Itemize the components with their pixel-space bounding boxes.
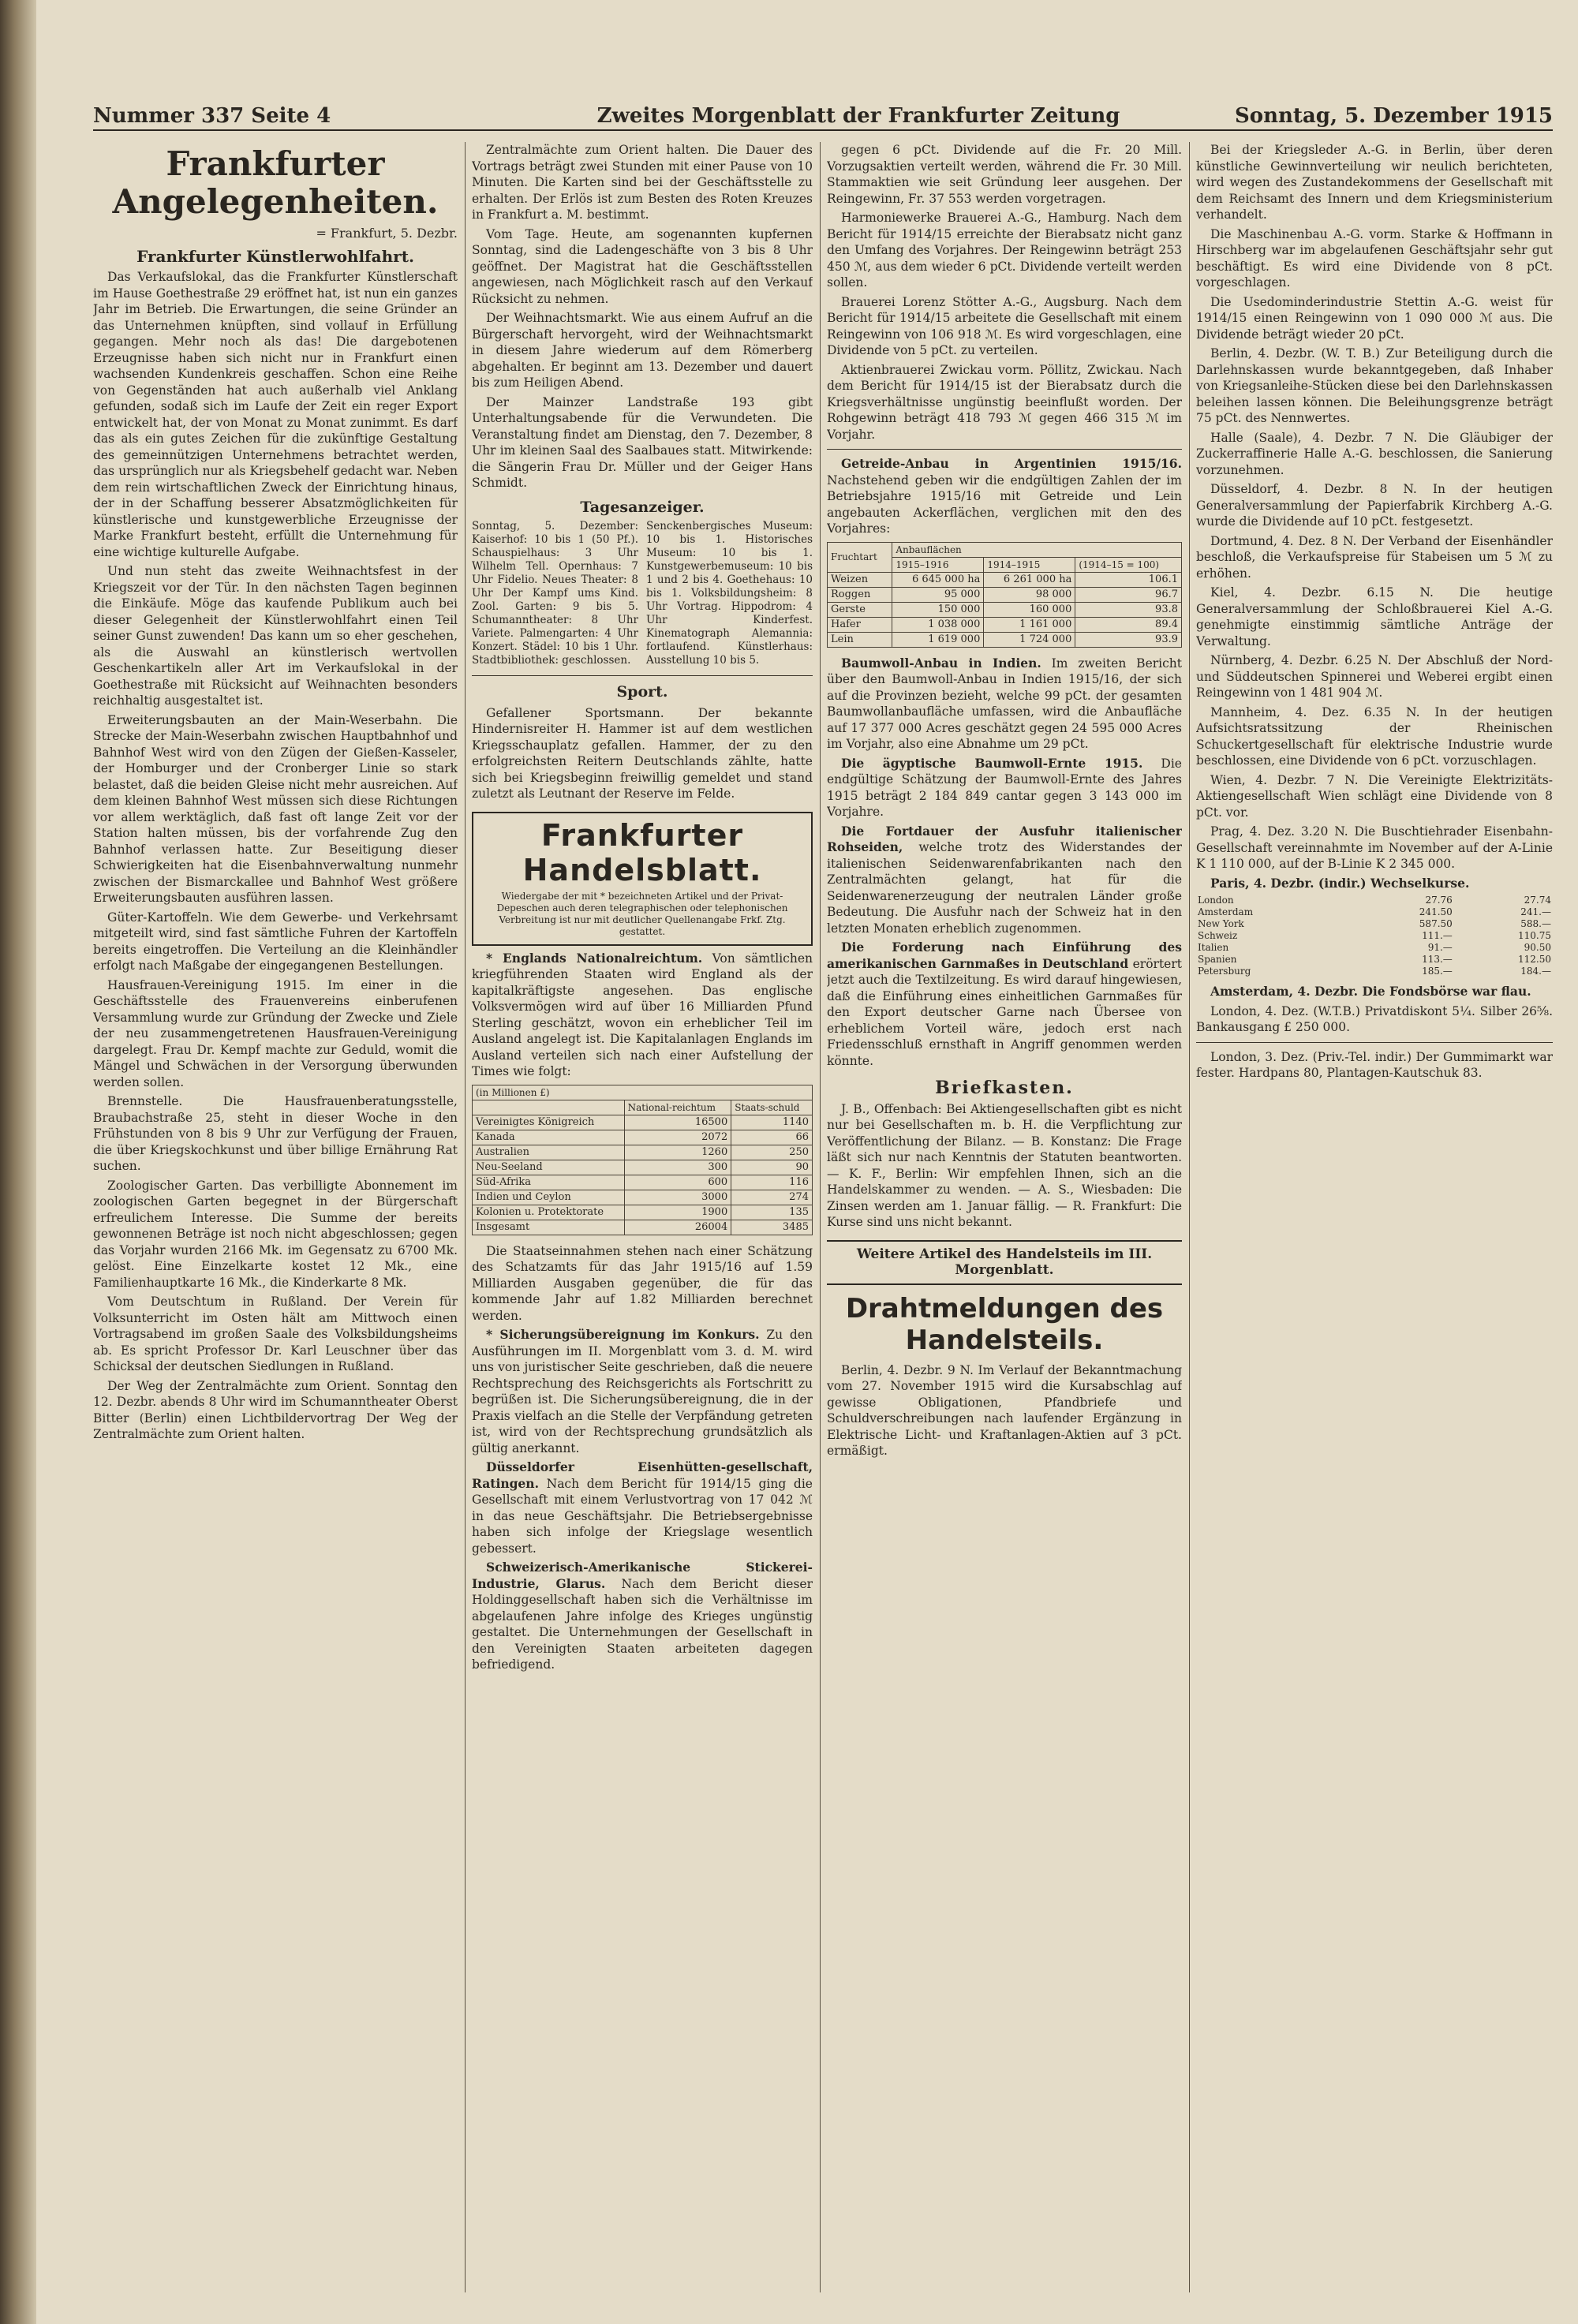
tagesanzeiger-right: Senckenbergisches Museum: 10 bis 1. Historisches Museum: 10 bis 1. Kunstgewerbemuseum: 10 bis 1 und 2 bis 4. Goethehaus: 10 bis 1. Volksbildungsheim: 8 Uhr Vortrag. Hippodrom: 4 Uhr Kinderfest. Kinematograph Alemannia: fortlaufend. Künstlerhaus: Ausstellung 10 bis 5.: [646, 520, 813, 667]
article-text: Nachstehend geben wir die endgültigen Zahlen der im Betriebsjahre 1915/16 mit Getreide und Lein angebauten Ackerflächen, verglichen mit den des Vorjahres:: [827, 473, 1182, 536]
table-row: [473, 1145, 813, 1160]
table-header: 1915–1916: [892, 557, 984, 572]
table-cell: Gerste: [828, 602, 892, 617]
table-cell: 150 000: [892, 602, 984, 617]
table-header: Fruchtart: [828, 542, 892, 572]
table-row: [828, 602, 1182, 617]
table-cell: 116: [731, 1175, 813, 1190]
article-text: Im zweiten Bericht über den Baumwoll-Anbau in Indien 1915/16, der sich auf die Provinzen bezieht, welche 99 pCt. der gesamten Baumwollanbaufläche umfassen, wird die Anbaufläche auf 17 377 000 Acres geschätzt gegen 24 595 000 Acres im Vorjahr, also eine Abnahme um 29 pCt.: [827, 656, 1182, 751]
table-row: [473, 1190, 813, 1205]
table-cell: 300: [624, 1160, 731, 1175]
table-row: [473, 1205, 813, 1220]
table-row: [828, 572, 1182, 587]
article-paragraph: Die Maschinenbau A.-G. vorm. Starke & Hoffmann in Hirschberg war im abgelaufenen Geschäftsjahr sehr gut beschäftigt. Es wird eine Dividende von 8 pCt. vorgeschlagen.: [1196, 226, 1553, 290]
article-heading: * Sicherungsübereignung im Konkurs.: [486, 1327, 760, 1342]
article-paragraph: Harmoniewerke Brauerei A.-G., Hamburg. Nach dem Bericht für 1914/15 erreichte der Bierabsatz nicht ganz den Umfang des Vorjahres. Der Reingewinn beträgt 253 450 ℳ, aus dem wieder 6 pCt. Dividende verteilt werden sollen.: [827, 211, 1182, 290]
table-cell: 588.—: [1520, 918, 1551, 929]
article-heading: Baumwoll-Anbau in Indien.: [841, 655, 1041, 671]
table-cell: Schweiz: [1198, 930, 1238, 941]
article-text: Zu den Ausführungen im II. Morgenblatt vom 3. d. M. wird uns von juristischer Seite geschrieben, daß die neuere Rechtsprechung des Reichsgerichts als Fortschritt zu begrüßen ist. Die Sicherungsübereignung, die in der Praxis vielfach an die Stelle der Verpfändung getreten ist, wird von der Rechtsprechung grundsätzlich als gültig anerkannt.: [472, 1328, 813, 1455]
article-heading: Die Fortdauer der Ausfuhr italienischer Rohseiden,: [827, 823, 1182, 854]
article-text: Die endgültige Schätzung der Baumwoll-Ernte des Jahres 1915 beträgt 2 184 849 cantar gegen 3 143 000 im Vorjahre.: [827, 756, 1182, 819]
table-cell: 110.75: [1518, 930, 1551, 941]
article-heading: Düsseldorfer Eisenhütten-gesellschaft, Ratingen.: [472, 1459, 813, 1491]
column-rule: [1189, 142, 1190, 2292]
article-paragraph: Mannheim, 4. Dez. 6.35 N. In der heutigen Aufsichtsratssitzung der Rheinischen Schuckertgesellschaft für elektrische Industrie wurde beschlossen, eine Dividende von 6 pCt. vorzuschlagen.: [1196, 704, 1553, 768]
reference-box: Weitere Artikel des Handelsteils im III. Morgenblatt.: [827, 1240, 1182, 1285]
table-cell: 587.50: [1419, 918, 1453, 929]
section-title: Frankfurter Angelegenheiten.: [112, 144, 439, 221]
table-cell: 3000: [624, 1190, 731, 1205]
article-paragraph: Der Weg der Zentralmächte zum Orient. Sonntag den 12. Dezbr. abends 8 Uhr wird im Schumanntheater Oberst Bitter (Berlin) einen Lichtbildervortrag Der Weg der Zentralmächte zum Orient halten.: [93, 1378, 458, 1441]
article-paragraph: Bei der Kriegsleder A.-G. in Berlin, über deren künstliche Gewinnverteilung wir neulich berichteten, wird wegen des Zustandekommens der Gesellschaft mit dem Reichsamt des Innern und dem Kriegsministerium verhandelt.: [1196, 143, 1553, 222]
table-header: 1914–1915: [984, 557, 1075, 572]
issue-number: Nummer 337 Seite 4: [93, 104, 331, 128]
column-rule: [465, 142, 466, 2292]
table-cell: 160 000: [984, 602, 1075, 617]
table-row: [473, 1160, 813, 1175]
table-row: [1196, 906, 1553, 918]
table-cell: 1 038 000: [892, 617, 984, 632]
table-cell: Lein: [828, 632, 892, 647]
article-paragraph: Prag, 4. Dez. 3.20 N. Die Buschtiehrader Eisenbahn-Gesellschaft vereinnahmte im November auf der A-Linie K 1 110 000, auf der B-Linie K 2 345 000.: [1196, 824, 1553, 871]
article-paragraph: Güter-Kartoffeln. Wie dem Gewerbe- und Verkehrsamt mitgeteilt wird, sind fast sämtliche Fuhren der Kartoffeln bereits eingetroffen. Die Verteilung an die Kleinhändler erfolgt nach Maßgabe der eingegangenen Bestellungen.: [93, 910, 458, 973]
article-paragraph: Die Usedominderindustrie Stettin A.-G. weist für 1914/15 einen Reingewinn von 1 090 000 ℳ aus. Die Dividende beträgt wieder 20 pCt.: [1196, 294, 1553, 342]
table-row: [828, 632, 1182, 647]
table-cell: Kolonien u. Protektorate: [473, 1205, 625, 1220]
article-paragraph: Der Mainzer Landstraße 193 gibt Unterhaltungsabende für die Verwundeten. Die Veranstaltung findet am Dienstag, den 7. Dezember, 8 Uhr im kleinen Saal des Saalbaues statt. Mitwirkende: die Sängerin Frau Dr. Müller und der Geiger Hans Schmidt.: [472, 394, 813, 490]
table-cell: 1 161 000: [984, 617, 1075, 632]
article-paragraph: Der Weihnachtsmarkt. Wie aus einem Aufruf an die Bürgerschaft hervorgeht, wird der Weihnachtsmarkt in diesem Jahre wiederum auf dem Römerberg abgehalten. Er beginnt am 13. Dezember und dauert bis zum Heiligen Abend.: [472, 311, 813, 390]
article-text: Nach dem Bericht dieser Holdinggesellschaft haben sich die Verhältnisse im abgelaufenen Jahre infolge des Krieges ungünstig gestaltet. Die Unternehmungen der Gesellschaft in den Vereinigten Staaten arbeiteten dagegen befriedigend.: [472, 1576, 813, 1672]
table-cell: 113.—: [1422, 954, 1453, 965]
tagesanzeiger: [472, 520, 813, 667]
article-heading: Die Forderung nach Einführung des amerikanischen Garnmaßes in Deutschland: [827, 940, 1182, 971]
tagesanzeiger-left: Sonntag, 5. Dezember: Kaiserhof: 10 bis 1 (50 Pf.). Schauspielhaus: 3 Uhr Wilhelm Tell. Opernhaus: 7 Uhr Fidelio. Neues Theater: 8 Uhr Der Kampf ums Kind. Zool. Garten: 9 bis 5. Schumanntheater: 8 Uhr Variete. Palmengarten: 4 Uhr Konzert. Städel: 10 bis 1 Uhr. Stadtbibliothek: geschlossen.: [472, 520, 638, 667]
handelsblatt-banner: [472, 812, 813, 946]
exchange-heading: Paris, 4. Dezbr. (indir.) Wechselkurse.: [1210, 875, 1470, 891]
table-cell: 1140: [731, 1115, 813, 1130]
divider: [1196, 1042, 1553, 1043]
article-paragraph: Düsseldorf, 4. Dezbr. 8 N. In der heutigen Generalversammlung der Papierfabrik Kirchberg A.-G. wurde die Dividende auf 10 pCt. festgesetzt.: [1196, 482, 1553, 529]
article-paragraph: Zoologischer Garten. Das verbilligte Abonnement im zoologischen Garten begegnet in der Bürgerschaft erfreulichem Interesse. Die Summe der bereits gewonnenen Beträge ist noch nicht abgeschlossen; gegen das Vorjahr wurden 2166 Mk. im Gegensatz zu 6700 Mk. gelöst. Eine Einzelkarte kostet 12 Mk., eine Familienhauptkarte 16 Mk., die Kinderkarte 8 Mk.: [93, 1178, 458, 1290]
table-cell: 241.50: [1419, 906, 1453, 917]
article-paragraph: Brauerei Lorenz Stötter A.-G., Augsburg. Nach dem Bericht für 1914/15 arbeitete die Gesellschaft mit einem Reingewinn von 106 918 ℳ. Es wird vorgeschlagen, eine Dividende von 5 pCt. zu verteilen.: [827, 294, 1182, 357]
table-row: [1196, 930, 1553, 942]
article-paragraph: Aktienbrauerei Zwickau vorm. Pöllitz, Zwickau. Nach dem Bericht für 1914/15 ist der Bierabsatz durch die Kriegsverhältnisse ungünstig beeinflußt worden. Der Rohgewinn beträgt 418 793 ℳ gegen 466 315 ℳ im Vorjahr.: [827, 362, 1182, 442]
masthead: [93, 101, 1553, 131]
divider: [472, 675, 813, 676]
article-paragraph: Brennstelle. Die Hausfrauenberatungsstelle, Braubachstraße 25, steht in dieser Woche in den Frühstunden von 8 bis 9 Uhr zur Verfügung der Frauen, die über Kriegskochkunst und über billige Ernährung Rat suchen.: [93, 1094, 458, 1173]
article-paragraph: London, 4. Dez. (W.T.B.) Privatdiskont 5¼. Silber 26⅝. Bankausgang £ 250 000.: [1196, 1003, 1553, 1034]
briefkasten-heading: Briefkasten.: [935, 1078, 1074, 1098]
table-cell: 96.7: [1075, 587, 1182, 602]
article-text: Von sämtlichen kriegführenden Staaten wird England als der kapitalkräftigste angesehen. Das englische Volksvermögen wird auf über 16 Milliarden Pfund Sterling geschätzt, wovon ein erheblicher Teil im Ausland angelegt ist. Die Kapitalanlagen Englands im Ausland verteilen sich nach einer Aufstellung der Times wie folgt:: [472, 951, 813, 1078]
dateline: = Frankfurt, 5. Dezbr.: [316, 226, 458, 241]
article-paragraph: Die Staatseinnahmen stehen nach einer Schätzung des Schatzamts für das Jahr 1915/16 auf 1.59 Milliarden Ausgaben gegenüber, die für das kommende Jahr auf 1.82 Milliarden berechnet werden.: [472, 1243, 813, 1323]
table-cell: 111.—: [1422, 930, 1453, 941]
table-cell: Roggen: [828, 587, 892, 602]
article-paragraph: Und nun steht das zweite Weihnachtsfest in der Kriegszeit vor der Tür. In den nächsten Tagen beginnen die Einkäufe. Möge das kaufende Publikum auch bei dieser Gelegenheit der Künstlerwohlfahrt einen Teil seiner Gunst zuwenden! Das kann um so eher geschehen, als die Auswahl an künstlerisch wertvollen Geschenkartikeln aller Art im Verkaufslokal in der Goethestraße mit Rücksicht auf Weihnachten besonders reichhaltig ausgestaltet ist.: [93, 564, 458, 708]
wealth-table: [472, 1085, 813, 1235]
article-text: welche trotz des Widerstandes der italienischen Seidenwarenfabrikanten nach den Zentralmächten gelangt, hat für die Seidenwarenerzeugung der neutralen Länder große Bedeutung. Die Ausfuhr nach der Schweiz hat in den letzten Monaten erheblich zugenommen.: [827, 840, 1182, 936]
article-paragraph: London, 3. Dez. (Priv.-Tel. indir.) Der Gummimarkt war fester. Hardpans 80, Plantagen-Kautschuk 83.: [1196, 1049, 1553, 1080]
table-row: [1196, 942, 1553, 954]
table-cell: New York: [1198, 918, 1244, 929]
table-header: [473, 1100, 625, 1115]
paper-title: Zweites Morgenblatt der Frankfurter Zeitung: [596, 104, 1120, 128]
table-cell: 91.—: [1427, 942, 1453, 953]
table-cell: 3485: [731, 1220, 813, 1235]
table-header: (1914–15 = 100): [1075, 557, 1182, 572]
table-cell: Spanien: [1198, 954, 1237, 965]
table-cell: 185.—: [1422, 966, 1453, 977]
table-caption: (in Millionen £): [473, 1085, 813, 1100]
column-3: [827, 142, 1182, 2292]
grain-table: [827, 542, 1182, 648]
book-binding: [0, 0, 36, 2324]
table-header: National-reichtum: [624, 1100, 731, 1115]
table-cell: Insgesamt: [473, 1220, 625, 1235]
tagesanzeiger-heading: Tagesanzeiger.: [580, 498, 705, 516]
exchange-table: [1196, 895, 1553, 977]
table-cell: 1900: [624, 1205, 731, 1220]
table-row: [473, 1115, 813, 1130]
table-row: [1196, 918, 1553, 930]
sport-heading: Sport.: [616, 683, 668, 701]
table-cell: 95 000: [892, 587, 984, 602]
table-cell: 98 000: [984, 587, 1075, 602]
column-rule: [820, 142, 821, 2292]
article-heading: Getreide-Anbau in Argentinien 1915/16.: [841, 456, 1182, 471]
table-cell: Neu-Seeland: [473, 1160, 625, 1175]
table-cell: 90: [731, 1160, 813, 1175]
table-cell: 6 645 000 ha: [892, 572, 984, 587]
table-cell: 93.8: [1075, 602, 1182, 617]
table-cell: 27.76: [1425, 895, 1453, 906]
article-paragraph: Dortmund, 4. Dez. 8 N. Der Verband der Eisenhändler beschloß, die Verkaufspreise für Stabeisen um 5 ℳ zu erhöhen.: [1196, 533, 1553, 581]
article-paragraph: Halle (Saale), 4. Dezbr. 7 N. Die Gläubiger der Zuckerraffinerie Halle A.-G. beschlossen, die Sanierung vorzunehmen.: [1196, 430, 1553, 477]
handelsblatt-note: Wiedergabe der mit * bezeichneten Artikel und der Privat-Depeschen auch deren telegraphischen oder telephonischen Verbreitung ist nur mit deutlicher Quellenangabe Frkf. Ztg. gestattet.: [496, 890, 788, 937]
table-total-row: [473, 1220, 813, 1235]
article-paragraph: Nürnberg, 4. Dezbr. 6.25 N. Der Abschluß der Nord- und Süddeutschen Spinnerei und Weberei ergibt einen Reingewinn von 1 481 904 ℳ.: [1196, 653, 1553, 700]
table-cell: 90.50: [1524, 942, 1551, 953]
article-heading: * Englands Nationalreichtum.: [486, 950, 703, 966]
table-cell: Hafer: [828, 617, 892, 632]
table-cell: 241.—: [1520, 906, 1551, 917]
table-cell: 89.4: [1075, 617, 1182, 632]
table-row: [1196, 966, 1553, 977]
table-cell: 2072: [624, 1130, 731, 1145]
table-cell: 1260: [624, 1145, 731, 1160]
table-cell: 66: [731, 1130, 813, 1145]
table-cell: 1 724 000: [984, 632, 1075, 647]
article-paragraph: Zentralmächte zum Orient halten. Die Dauer des Vortrags beträgt zwei Stunden mit einer Pause von 10 Minuten. Die Karten sind bei der Geschäftsstelle zu erhalten. Der Erlös ist zum Besten des Roten Kreuzes in Frankfurt a. M. bestimmt.: [472, 143, 813, 222]
table-cell: 27.74: [1524, 895, 1551, 906]
column-1: [93, 142, 458, 2292]
article-paragraph: Das Verkaufslokal, das die Frankfurter Künstlerschaft im Hause Goethestraße 29 eröffnet hat, ist nun ein ganzes Jahr im Betrieb. Die Erwartungen, die seine Gründer an das Unternehmen knüpften, sind vollauf in Erfüllung gegangen. Mehr noch als das! Die dargebotenen Erzeugnisse haben sich nicht nur in Frankfurt einen wachsenden Kundenkreis geschaffen. Schon eine Reihe von Gegenständen hat auch außerhalb viel Anklang gefunden, sodaß sich im Laufe der Zeit ein reger Export entwickelt hat, der von Monat zu Monat zunimmt. Es darf das als ein gutes Zeichen für die zukünftige Gestaltung des gemeinnützigen Unternehmens betrachtet werden, das ursprünglich nur als Kriegsbehelf gedacht war. Neben dem rein wirtschaftlichen Zweck der Einrichtung hinaus, der in der Schaffung besserer Absatzmöglichkeiten für künstlerische und kunstgewerbliche Erzeugnisse der Marke Frankfurt besteht, erfüllt die Unternehmung für eine wichtige kulturelle Aufgabe.: [93, 270, 458, 559]
table-cell: 6 261 000 ha: [984, 572, 1075, 587]
table-cell: Australien: [473, 1145, 625, 1160]
article-paragraph: Berlin, 4. Dezbr. 9 N. Im Verlauf der Bekanntmachung vom 27. November 1915 wird die Kursabschlag auf gewisse Obligationen, Pfandbriefe und Schuldverschreibungen nach laufender Ergänzung in Elektrische Licht- und Kraftanlagen-Aktien auf 3 pCt. ermäßigt.: [827, 1362, 1182, 1458]
draht-heading: Drahtmeldungen des Handelsteils.: [845, 1292, 1164, 1356]
table-cell: 106.1: [1075, 572, 1182, 587]
article-paragraph: Vom Deutschtum in Rußland. Der Verein für Volksunterricht im Osten hält am Mittwoch einen Vortragsabend im großen Saale des Volksbildungsheims ab. Es spricht Professor Dr. Karl Leuschner über das Schicksal der deutschen Siedlungen in Rußland.: [93, 1295, 458, 1373]
table-row: [1196, 954, 1553, 966]
handelsblatt-title: Frankfurter Handelsblatt.: [522, 817, 762, 887]
table-row: [828, 617, 1182, 632]
table-cell: Süd-Afrika: [473, 1175, 625, 1190]
table-cell: 135: [731, 1205, 813, 1220]
article-heading: Schweizerisch-Amerikanische Stickerei-Industrie, Glarus.: [472, 1560, 813, 1591]
article-paragraph: Hausfrauen-Vereinigung 1915. Im einer in die Geschäftsstelle des Frauenvereins einberufenen Versammlung wurde zur Gründung der Zwecke und Ziele der neu zusammengetretenen Hausfrauen-Vereinigung dargelegt. Frau Dr. Kempf machte zur Geduld, womit die Mängel und Schwächen in der Versorgung überwunden werden sollen.: [93, 977, 458, 1089]
article-paragraph: J. B., Offenbach: Bei Aktiengesellschaften gibt es nicht nur bei Gesellschaften m. b. H. die Verpflichtung zur Veröffentlichung der Bilanz. — B. Konstanz: Die Frage läßt sich nur nach Kenntnis der Statuten beantworten. — K. F., Berlin: Wir empfehlen Ihnen, sich an die Handelskammer zu wenden. — A. S., Wiesbaden: Die Zinsen werden am 1. Januar fällig. — R. Frankfurt: Die Kurse sind uns nicht bekannt.: [827, 1101, 1182, 1229]
table-cell: 93.9: [1075, 632, 1182, 647]
table-header: Anbauflächen: [892, 542, 1182, 557]
table-cell: Vereinigtes Königreich: [473, 1115, 625, 1130]
article-text: Nach dem Bericht für 1914/15 ging die Gesellschaft mit einem Verlustvortrag von 17 042 ℳ in das neue Geschäftsjahr. Die Betriebsergebnisse haben sich infolge der Kriegslage wesentlich gebessert.: [472, 1476, 813, 1556]
table-cell: Italien: [1198, 942, 1229, 953]
divider: [827, 449, 1182, 450]
table-cell: 184.—: [1520, 966, 1551, 977]
table-row: [828, 587, 1182, 602]
table-cell: 274: [731, 1190, 813, 1205]
exchange-heading: Amsterdam, 4. Dezbr. Die Fondsbörse war flau.: [1210, 984, 1531, 999]
table-cell: 16500: [624, 1115, 731, 1130]
table-cell: 600: [624, 1175, 731, 1190]
article-paragraph: Gefallener Sportsmann. Der bekannte Hindernisreiter H. Hammer ist auf dem westlichen Kriegsschauplatz gefallen. Hammer, der zu den erfolgreichsten Reitern Deutschlands zählte, hatte sich bei Kriegsbeginn freiwillig gemeldet und stand zuletzt als Leutnant der Reserve im Felde.: [472, 705, 813, 801]
table-cell: 1 619 000: [892, 632, 984, 647]
table-cell: London: [1198, 895, 1234, 906]
issue-date: Sonntag, 5. Dezember 1915: [1235, 104, 1553, 128]
article-paragraph: Erweiterungsbauten an der Main-Weserbahn. Die Strecke der Main-Weserbahn zwischen Hauptbahnhof und Bahnhof West wird von den Zügen der Gießen-Kasseler, der Homburger und der Cronberger Linie so stark belastet, daß die beiden Gleise nicht mehr ausreichen. Auf dem kleinen Bahnhof West müssen sich diese Richtungen vor allem werktäglich, daß fast oft lange Zeit vor der Station halten müssen, bis der vorfahrende Zug den Bahnhof verlassen hatte. Zur Beseitigung dieser Schwierigkeiten hat die Eisenbahnverwaltung nunmehr zwischen der Bismarckallee und Bahnhof West größere Erweiterungsbauten ausführen lassen.: [93, 712, 458, 905]
table-row: [473, 1130, 813, 1145]
table-row: [473, 1175, 813, 1190]
article-heading: Die ägyptische Baumwoll-Ernte 1915.: [841, 755, 1143, 771]
article-paragraph: Kiel, 4. Dezbr. 6.15 N. Die heutige Generalversammlung der Schloßbrauerei Kiel A.-G. genehmigte einstimmig sämtliche Anträge der Verwaltung.: [1196, 585, 1553, 648]
table-cell: Petersburg: [1198, 966, 1251, 977]
article-heading: Frankfurter Künstlerwohlfahrt.: [136, 246, 414, 266]
table-cell: Indien und Ceylon: [473, 1190, 625, 1205]
column-4: [1196, 142, 1553, 2292]
table-header: Staats-schuld: [731, 1100, 813, 1115]
table-cell: Kanada: [473, 1130, 625, 1145]
article-paragraph: Wien, 4. Dezbr. 7 N. Die Vereinigte Elektrizitäts-Aktiengesellschaft Wien schlägt eine Dividende von 8 pCt. vor.: [1196, 772, 1553, 820]
table-cell: 250: [731, 1145, 813, 1160]
table-cell: Weizen: [828, 572, 892, 587]
column-2: [472, 142, 813, 2292]
article-paragraph: Berlin, 4. Dezbr. (W. T. B.) Zur Beteiligung durch die Darlehnskassen wurde bekanntgegeben, daß Inhaber von Kriegsanleihe-Stücken diese bei den Darlehnskassen beleihen lassen können. Die Beleihungsgrenze beträgt 75 pCt. des Nennwertes.: [1196, 346, 1553, 425]
article-paragraph: gegen 6 pCt. Dividende auf die Fr. 20 Mill. Vorzugsaktien verteilt werden, während die Fr. 30 Mill. Stammaktien wie seit Gründung leer ausgehen. Der Reingewinn, Fr. 37 553 werden vorgetragen.: [827, 143, 1182, 206]
table-cell: 112.50: [1518, 954, 1551, 965]
table-row: [1196, 895, 1553, 906]
article-paragraph: Vom Tage. Heute, am sogenannten kupfernen Sonntag, sind die Ladengeschäfte von 3 bis 8 Uhr geöffnet. Der Magistrat hat die Geschäftsstellen angewiesen, nach Möglichkeit rasch auf den Verkauf Rücksicht zu nehmen.: [472, 226, 813, 306]
table-cell: Amsterdam: [1198, 906, 1254, 917]
article-text: erörtert jetzt auch die Textilzeitung. Es wird darauf hingewiesen, daß die Einführung eines einheitlichen Garnmaßes für den Export deutscher Garne nach Übersee von erheblichem Vorteil wäre, jedoch erst nach Friedensschluß ernsthaft in Angriff genommen werden könnte.: [827, 956, 1182, 1068]
table-cell: 26004: [624, 1220, 731, 1235]
